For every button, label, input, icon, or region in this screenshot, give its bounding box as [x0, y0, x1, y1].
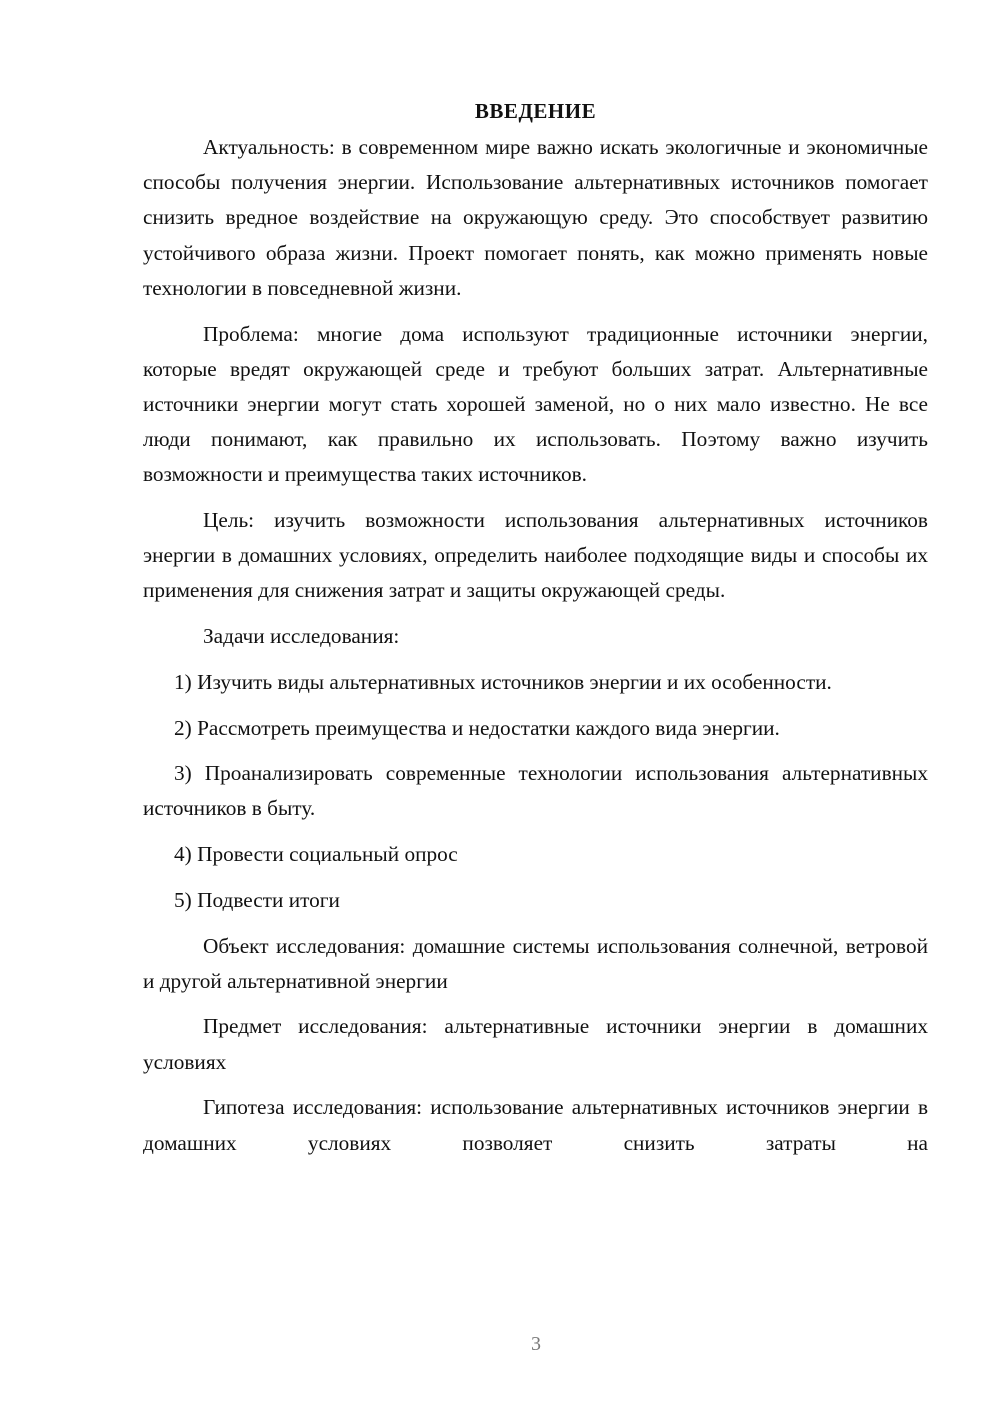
- goal-paragraph: Цель: изучить возможности использования альтернативных источников энергии в домашних условиях, определить наиболее подходящие виды и способы их применения для снижения затрат и защиты окружающей среды.: [143, 508, 928, 603]
- page-number: 3: [531, 1333, 541, 1355]
- section-title: ВВЕДЕНИЕ: [474, 99, 597, 123]
- document-page: [143, 96, 928, 1171]
- task-item: 1) Изучить виды альтернативных источников энергии и их особенности.: [174, 669, 832, 694]
- subject-paragraph: Предмет исследования: альтернативные источники энергии в домашних условиях: [143, 1014, 928, 1074]
- object-paragraph: Объект исследования: домашние системы использования солнечной, ветровой и другой альтернативной энергии: [143, 933, 928, 993]
- problem-paragraph: Проблема: многие дома используют традиционные источники энергии, которые вредят окружающей среде и требуют больших затрат. Альтернативные источники энергии могут стать хорошей заменой, но о них мало известно. Не все люди понимают, как правильно их использовать. Поэтому важно изучить возможности и преимущества таких источников.: [143, 321, 928, 487]
- tasks-heading: Задачи исследования:: [203, 624, 400, 649]
- task-item: 4) Провести социальный опрос: [174, 842, 458, 867]
- task-item: 2) Рассмотреть преимущества и недостатки каждого вида энергии.: [174, 715, 780, 740]
- relevance-paragraph: Актуальность: в современном мире важно искать экологичные и экономичные способы получения энергии. Использование альтернативных источников помогает снизить вредное воздействие на окружающую среду. Это способствует развитию устойчивого образа жизни. Проект помогает понять, как можно применять новые технологии в повседневной жизни.: [143, 135, 928, 300]
- task-item: 3) Проанализировать современные технологии использования альтернативных источников в быту.: [143, 761, 928, 821]
- hypothesis-paragraph: Гипотеза исследования: использование альтернативных источников энергии в домашних условиях позволяет снизить затраты на: [143, 1095, 928, 1155]
- task-item: 5) Подвести итоги: [174, 887, 340, 912]
